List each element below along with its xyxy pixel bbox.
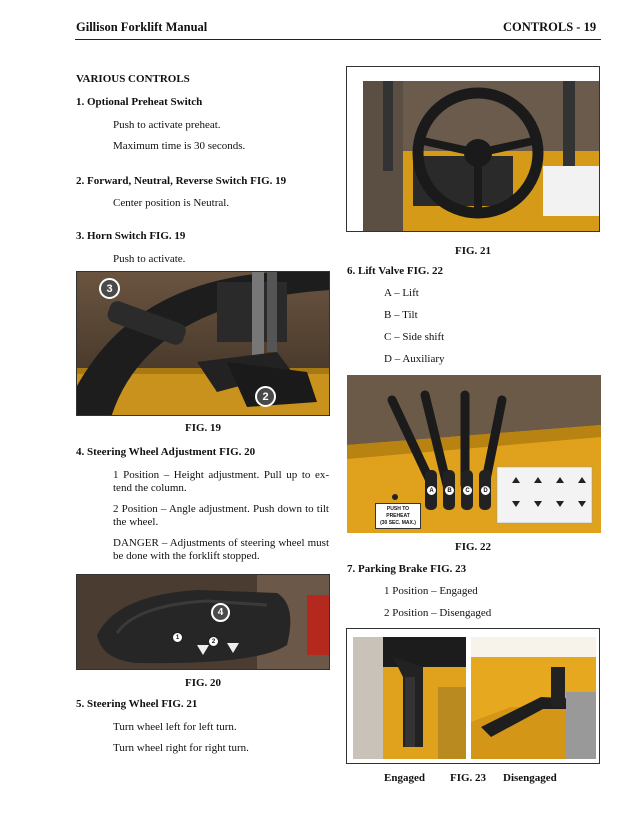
fig22-sign-line-3: (30 SEC. MAX.) [380,520,416,526]
parking-brake-line-2: 2 Position – Disengaged [384,607,492,619]
fnr-line-1: Center position is Neutral. [113,197,230,209]
steering-wheel-heading: 5. Steering Wheel FIG. 21 [76,698,198,710]
header-manual-title: Gillison Forklift Manual [76,20,208,34]
parking-brake-heading: 7. Parking Brake FIG. 23 [347,563,467,575]
steering-adjust-heading: 4. Steering Wheel Adjustment FIG. 20 [76,446,256,458]
fig20-callout-1: 1 [172,632,183,643]
horn-line-1: Push to activate. [113,253,186,265]
section-title: VARIOUS CONTROLS [76,73,190,85]
steering-adjust-p1: 1 Position – Height adjustment. Pull up to ex- tend the column. [113,469,329,494]
fig20-photo [76,574,330,670]
fig22-sign-line-2: PREHEAT [386,513,410,519]
fig20-callout-4: 4 [211,603,230,622]
lift-valve-a: A – Lift [384,287,419,299]
fig19-caption: FIG. 19 [184,422,222,434]
fig21-illustration [363,81,600,231]
fig22-preheat-sign [375,503,421,529]
fig22-photo [347,375,601,533]
fig19-callout-3: 3 [99,278,120,299]
fig21-caption: FIG. 21 [454,245,492,257]
preheat-line-1: Push to activate preheat. [113,119,221,131]
fig22-caption: FIG. 22 [454,541,492,553]
fig19-photo [76,271,330,416]
fig23-engaged-illustration [353,637,466,759]
fig23-disengaged-illustration [471,637,596,759]
steering-wheel-line-2: Turn wheel right for right turn. [113,742,249,754]
horn-heading: 3. Horn Switch FIG. 19 [76,230,186,242]
steering-adjust-danger: DANGER – Adjustments of steering wheel must be done with the forklift stopped. [113,537,329,562]
fig19-callout-2: 2 [255,386,276,407]
fig23-caption: FIG. 23 [450,772,487,784]
fig23-caption-engaged: Engaged [384,772,425,784]
fig22-label-c: C [462,485,473,496]
lift-valve-heading: 6. Lift Valve FIG. 22 [347,265,443,277]
header-section-title: CONTROLS - 19 [503,20,597,34]
lift-valve-c: C – Side shift [384,331,445,343]
fig23-frame [346,628,600,764]
fig22-label-d: D [480,485,491,496]
parking-brake-line-1: 1 Position – Engaged [384,585,478,597]
fnr-heading: 2. Forward, Neutral, Reverse Switch FIG. 19 [76,175,287,187]
fig20-caption: FIG. 20 [184,677,222,689]
fig22-label-b: B [444,485,455,496]
fig20-illustration [77,575,330,670]
fig23-caption-disengaged: Disengaged [503,772,557,784]
fig22-sign-line-1: PUSH TO [386,506,410,512]
fig21-frame [346,66,600,232]
preheat-heading: 1. Optional Preheat Switch [76,96,203,108]
fig22-label-a: A [426,485,437,496]
lift-valve-b: B – Tilt [384,309,418,321]
lift-valve-d: D – Auxiliary [384,353,445,365]
steering-adjust-p2: 2 Position – Angle adjustment. Push down to tilt the wheel. [113,503,329,528]
steering-wheel-line-1: Turn wheel left for left turn. [113,721,237,733]
fig20-callout-2: 2 [208,636,219,647]
header-rule [75,39,601,40]
preheat-line-2: Maximum time is 30 seconds. [113,140,246,152]
